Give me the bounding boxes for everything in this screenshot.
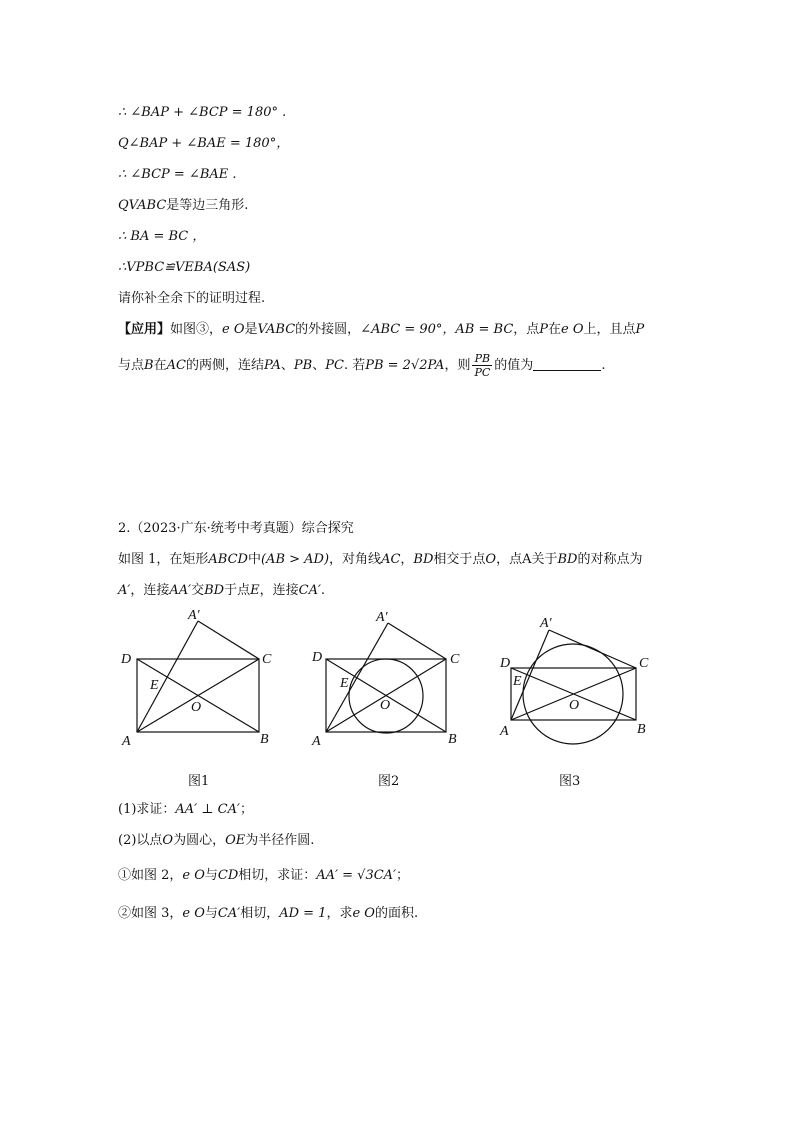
answer-blank[interactable]: [533, 358, 601, 371]
q2-text: ②如图 3，: [118, 906, 183, 921]
apply-text: 上，且点: [583, 322, 636, 337]
q2-text: 相切，: [240, 906, 280, 921]
fraction-numerator: PB: [472, 352, 492, 366]
triangle-abc: QVABC: [118, 198, 167, 213]
q2-text: ，: [400, 552, 414, 567]
segment-aa-prime: AA′: [169, 583, 192, 598]
q2-text: 中: [247, 552, 261, 567]
fig2-label-d: D: [312, 650, 323, 665]
proof-line-4: [118, 197, 248, 215]
fig3-label-e: E: [513, 674, 522, 689]
fig2-segment-ca-prime: [388, 623, 446, 659]
q2-text: .: [320, 583, 326, 598]
fraction-denominator: PC: [474, 366, 491, 379]
ab-ad-condition: (AB > AD): [260, 552, 330, 567]
part-2: [118, 832, 314, 850]
figure-3-caption: 图3: [559, 774, 581, 789]
part-1: [118, 801, 253, 819]
point-p: P: [539, 322, 549, 337]
segment-bd: BD: [557, 552, 578, 567]
q2-text: ①如图 2，: [118, 868, 183, 883]
apply-text: .: [601, 358, 606, 373]
fig3-label-c: C: [639, 656, 649, 671]
triangle-abc: VABC: [257, 322, 296, 337]
apply-text: 的值为: [494, 358, 534, 373]
fig2-segment-aa-prime: [326, 623, 391, 732]
q2-text: 与: [204, 906, 218, 921]
point-o: O: [162, 833, 174, 848]
q2-text: 的对称点为: [577, 552, 643, 567]
fig1-label-d: D: [121, 652, 132, 667]
segment-cd: CD: [217, 868, 239, 883]
q2-text: (2)以点: [118, 833, 163, 848]
segment-bd: BD: [413, 552, 434, 567]
apply-text: 的外接圆，: [295, 322, 361, 337]
q2-text: 与: [204, 868, 218, 883]
q2-text: ，连接: [130, 583, 170, 598]
separator: 、: [280, 358, 294, 373]
segment-pc: PC: [325, 358, 344, 373]
proof-line-1: ∴ ∠BAP + ∠BCP = 180° .: [118, 105, 287, 120]
fig1-label-e: E: [150, 678, 159, 693]
circle-o-symbol: e O: [182, 906, 205, 921]
proof-line-6: ∴VPBC≌VEBA(SAS): [118, 260, 251, 275]
segment-ca-prime: CA′: [217, 906, 241, 921]
q2-text: ；: [239, 802, 253, 817]
q2-text: 相切，求证：: [238, 868, 317, 883]
point-e: E: [250, 583, 260, 598]
q2-text: ，求: [326, 906, 353, 921]
fig1-label-b: B: [260, 732, 269, 747]
side-condition: AB = BC: [455, 322, 514, 337]
sub-question-2: [118, 905, 418, 923]
point-p: P: [635, 322, 645, 337]
q2-desc-line-2: [118, 582, 325, 600]
q2-header: 2.（2023·广东·统考中考真题）综合探究: [118, 521, 354, 536]
q2-text: ；: [396, 868, 410, 883]
fig3-label-d: D: [500, 656, 511, 671]
proof-line-2: Q∠BAP + ∠BAE = 180°，: [118, 136, 290, 151]
perpendicular-statement: AA′ ⊥ CA′: [175, 802, 240, 817]
fig1-label-a: A: [122, 734, 131, 749]
equilateral-text: 是等边三角形.: [166, 198, 249, 213]
apply-text: 在: [153, 358, 167, 373]
circle-o-symbol: e O: [352, 906, 375, 921]
apply-text: ，点: [513, 322, 540, 337]
proof-prompt: 请你补全余下的证明过程.: [118, 291, 266, 306]
segment-pa: PA: [263, 358, 281, 373]
fig3-label-a: A: [500, 724, 509, 739]
sub-question-1: [118, 867, 409, 885]
fig1-segment-ca-prime: [198, 621, 259, 659]
point-o: O: [485, 552, 497, 567]
q2-text: 的面积.: [374, 906, 419, 921]
q2-text: (1)求证：: [118, 802, 176, 817]
apply-bracket: 【应用】: [118, 322, 171, 337]
apply-text: 的两侧，连结: [185, 358, 264, 373]
apply-line-1: [118, 321, 644, 339]
apply-text: . 若: [343, 358, 366, 373]
fig1-label-o: O: [191, 700, 202, 715]
proof-line-3: ∴ ∠BCP = ∠BAE .: [118, 167, 237, 182]
angle-condition: ∠ABC = 90°，: [360, 322, 456, 337]
point-a-prime: A′: [118, 583, 131, 598]
segment-ac: AC: [166, 358, 186, 373]
fig2-label-c: C: [450, 652, 460, 667]
fig2-label-o: O: [380, 698, 391, 713]
figure-2-caption: 图2: [378, 774, 400, 789]
fig3-label-o: O: [569, 698, 580, 713]
ad-equation: AD = 1: [279, 906, 327, 921]
ratio-fraction: [472, 352, 492, 379]
q2-text: 为半径作圆.: [245, 833, 315, 848]
figure-1-drawing: [137, 621, 259, 732]
point-b: B: [144, 358, 154, 373]
figure-3-drawing: [511, 630, 636, 744]
q2-text: 交: [191, 583, 205, 598]
figure-1-caption: 图1: [188, 774, 210, 789]
q2-text: 为圆心，: [173, 833, 226, 848]
apply-text: 是: [244, 322, 258, 337]
fig3-label-a-prime: A′: [540, 616, 552, 631]
q2-text: 如图 1，在矩形: [118, 552, 209, 567]
q2-text: 相交于点: [433, 552, 486, 567]
aa-prime-equation: AA′ = √3CA′: [316, 868, 397, 883]
fig3-segment-ca-prime: [549, 630, 636, 668]
proof-line-5: ∴ BA = BC ，: [118, 229, 206, 244]
apply-text: ，则: [444, 358, 471, 373]
q2-text: ，对角线: [329, 552, 382, 567]
segment-pb: PB: [293, 358, 313, 373]
circle-o-symbol: e O: [561, 322, 584, 337]
apply-line-2: [118, 352, 605, 379]
apply-text: 在: [548, 322, 562, 337]
q2-text: ，点A关于: [496, 552, 558, 567]
fig3-label-b: B: [637, 722, 646, 737]
fig2-label-b: B: [448, 732, 457, 747]
fig1-segment-aa-prime: [137, 621, 198, 732]
circle-o-symbol: e O: [182, 868, 205, 883]
segment-oe: OE: [225, 833, 246, 848]
segment-bd: BD: [204, 583, 225, 598]
fig2-label-a-prime: A′: [376, 610, 388, 625]
segment-ca-prime: CA′: [298, 583, 321, 598]
fig2-label-a: A: [312, 734, 321, 749]
segment-ac: AC: [381, 552, 401, 567]
fig2-label-e: E: [340, 676, 349, 691]
apply-text: 如图③，: [170, 322, 223, 337]
geometry-figures: [0, 605, 794, 765]
fig1-label-a-prime: A′: [188, 608, 200, 623]
q2-desc-line-1: [118, 551, 642, 569]
pb-equation: PB = 2√2PA: [365, 358, 445, 373]
circle-o-symbol: e O: [222, 322, 245, 337]
rect-abcd: ABCD: [208, 552, 248, 567]
q2-text: ，连接: [259, 583, 299, 598]
fig1-label-c: C: [262, 652, 272, 667]
q2-text: 于点: [224, 583, 251, 598]
separator: 、: [312, 358, 326, 373]
apply-text: 与点: [118, 358, 145, 373]
